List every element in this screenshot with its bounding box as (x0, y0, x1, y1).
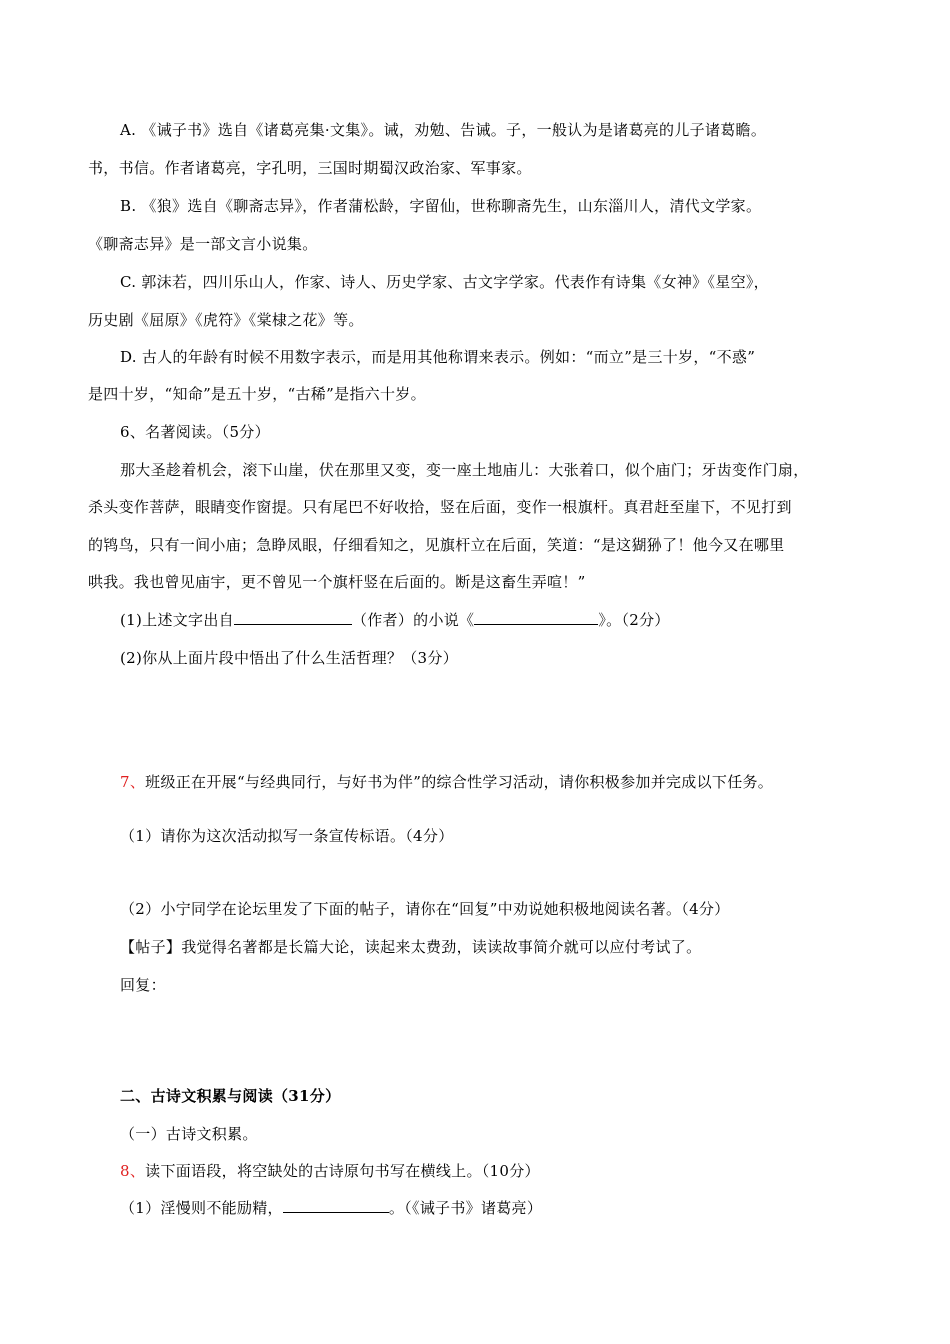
section-2-title: 二、古诗文积累与阅读（31分） (120, 1087, 341, 1105)
option-b-line2: 《聊斋志异》是一部文言小说集。 (88, 235, 318, 253)
question-8-sub1 (120, 1198, 542, 1218)
passage-line-4: 哄我。我也曾见庙宇，更不曾见一个旗杆竖在后面的。断是这畜生弄喧！” (88, 573, 586, 591)
question-6-sub1 (120, 610, 670, 630)
option-c-line2: 历史剧《屈原》《虎符》《棠棣之花》等。 (88, 311, 364, 329)
question-7-sub2: （2）小宁同学在论坛里发了下面的帖子，请你在“回复”中劝说她积极地阅读名著。（4分） (120, 900, 730, 918)
reply-label: 回复： (120, 976, 166, 994)
question-7-number: 7、 (120, 773, 146, 791)
sub1-prefix: (1)上述文字出自 (120, 611, 234, 629)
forum-post: 【帖子】我觉得名著都是长篇大论，读起来太费劲，读读故事简介就可以应付考试了。 (120, 938, 702, 956)
option-d-line2: 是四十岁，“知命”是五十岁，“古稀”是指六十岁。 (88, 385, 426, 403)
option-a-line2: 书，书信。作者诸葛亮，字孔明，三国时期蜀汉政治家、军事家。 (88, 159, 532, 177)
passage-line-1: 那大圣趁着机会，滚下山崖，伏在那里又变，变一座土地庙儿：大张着口，似个庙门；牙齿变作门扇， (120, 461, 809, 479)
passage-line-3: 的鸨鸟，只有一间小庙；急睁凤眼，仔细看知之，见旗杆立在后面，笑道：“是这猢狲了！他今又在哪里 (88, 536, 785, 554)
q8-sub1-suffix: 。（《诫子书》诸葛亮） (388, 1199, 543, 1217)
section-2-sub: （一）古诗文积累。 (120, 1125, 258, 1143)
sub1-suffix: 》。（2分） (598, 611, 670, 629)
option-a-line1: A. 《诫子书》选自《诸葛亮集·文集》。诫，劝勉、告诫。子，一般认为是诸葛亮的儿子诸葛瞻。 (120, 121, 767, 139)
question-8-number: 8、 (120, 1162, 146, 1180)
author-blank[interactable] (234, 610, 352, 625)
question-6-sub2: (2)你从上面片段中悟出了什么生活哲理？（3分） (120, 649, 458, 667)
novel-title-blank[interactable] (474, 610, 598, 625)
question-8-text: 读下面语段，将空缺处的古诗原句书写在横线上。（10分） (145, 1162, 540, 1180)
option-c-line1: C. 郭沫若，四川乐山人，作家、诗人、历史学家、古文字学家。代表作有诗集《女神》《星空》， (120, 273, 769, 291)
question-7-title (120, 772, 773, 792)
passage-line-2: 杀头变作菩萨，眼睛变作窗提。只有尾巴不好收拾，竖在后面，变作一根旗杆。真君赶至崖下，不见打到 (88, 498, 792, 516)
question-7-sub1: （1）请你为这次活动拟写一条宣传标语。（4分） (120, 827, 454, 845)
q8-sub1-prefix: （1）淫慢则不能励精， (120, 1199, 283, 1217)
question-8-title (120, 1161, 540, 1181)
question-7-text: 班级正在开展“与经典同行，与好书为伴”的综合性学习活动，请你积极参加并完成以下任务。 (145, 773, 774, 791)
poem-line-blank[interactable] (283, 1198, 389, 1213)
question-6-title: 6、名著阅读。（5分） (120, 423, 270, 441)
sub1-mid: （作者）的小说《 (351, 611, 475, 629)
option-d-line1: D. 古人的年龄有时候不用数字表示，而是用其他称谓来表示。例如：“而立”是三十岁，“不惑” (120, 348, 756, 366)
option-b-line1: B. 《狼》选自《聊斋志异》，作者蒲松龄，字留仙，世称聊斋先生，山东淄川人，清代文学家。 (120, 197, 762, 215)
